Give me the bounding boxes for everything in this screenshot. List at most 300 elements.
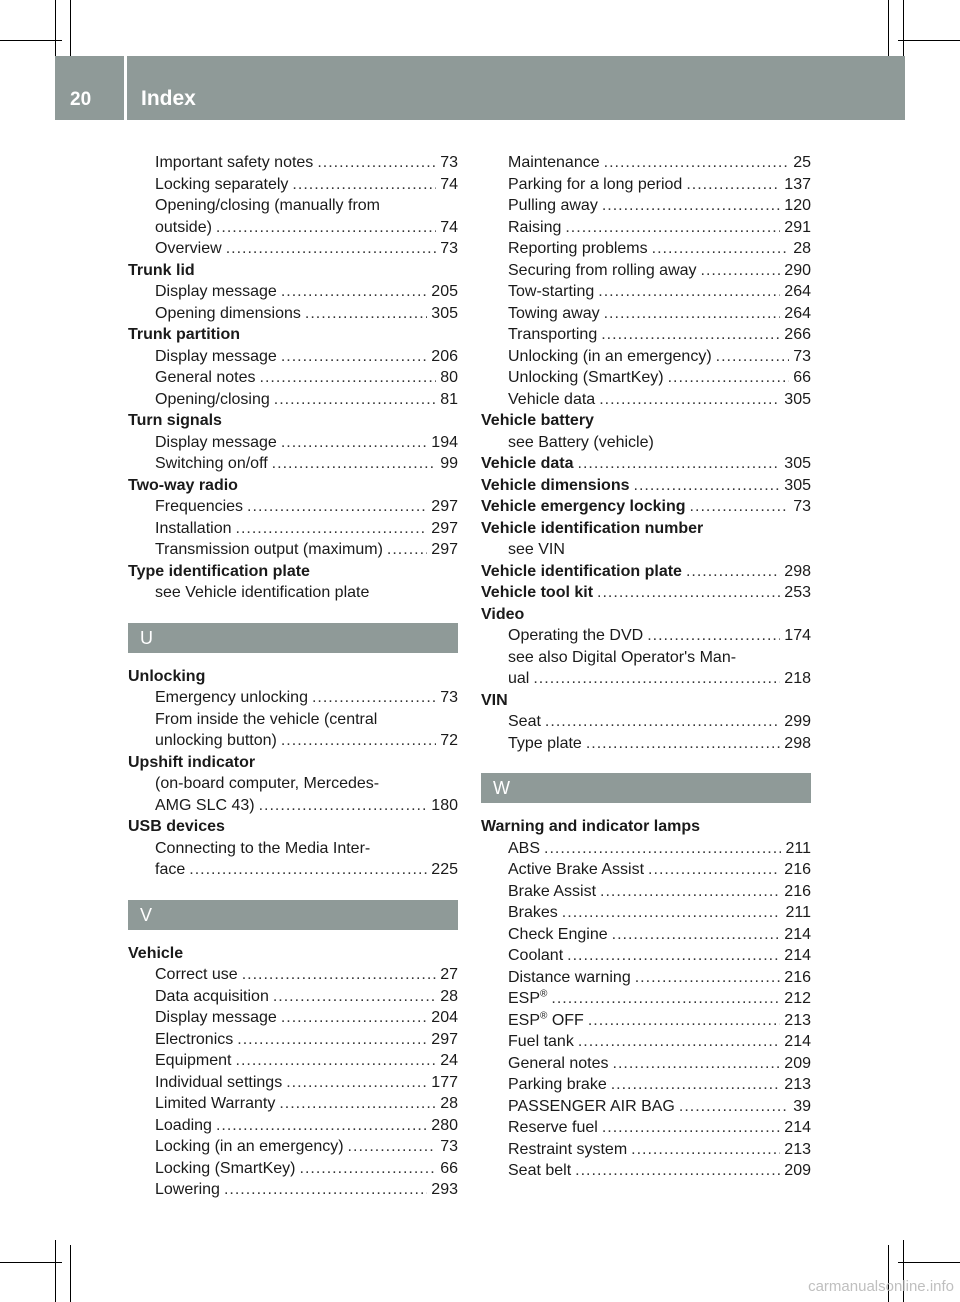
page-reference[interactable]: 66 — [440, 1159, 458, 1177]
index-heading: Video — [481, 605, 525, 623]
entry-label — [508, 260, 697, 282]
entry-label — [155, 174, 288, 196]
page-reference[interactable]: 72 — [440, 732, 458, 749]
page-reference[interactable]: 39 — [793, 1097, 811, 1115]
entry-label — [155, 1158, 296, 1180]
dot-leader — [635, 967, 781, 989]
dot-leader — [634, 475, 781, 497]
entry-label-text: Frequencies — [155, 498, 244, 515]
page-reference[interactable]: 28 — [793, 240, 811, 257]
index-subentry[interactable] — [481, 217, 811, 239]
entry-label-text: Transporting — [508, 326, 598, 343]
page-reference[interactable]: 216 — [784, 861, 811, 878]
index-subentry[interactable] — [481, 303, 811, 325]
dot-leader — [216, 1115, 427, 1137]
index-subentry-text: Opening/closing (manually from — [155, 197, 380, 214]
index-subentry[interactable] — [128, 1093, 458, 1115]
page-reference[interactable]: 74 — [440, 218, 458, 236]
page-reference[interactable]: 214 — [784, 925, 811, 943]
page-reference[interactable]: 73 — [793, 498, 811, 515]
index-subentry[interactable] — [481, 1096, 811, 1118]
index-subentry[interactable] — [128, 432, 458, 454]
page-reference[interactable]: 280 — [431, 1116, 458, 1134]
entry-label-text: Maintenance — [508, 154, 600, 171]
entry-label-text: Tow-starting — [508, 283, 595, 300]
index-entry[interactable] — [481, 582, 811, 604]
entry-label-text: Transmission output (maximum) — [155, 541, 383, 558]
dot-leader — [272, 453, 437, 475]
header-divider — [124, 56, 127, 120]
dot-leader — [236, 518, 428, 540]
index-subentry[interactable] — [481, 1074, 811, 1096]
dot-leader — [612, 924, 781, 946]
dot-leader — [544, 838, 781, 860]
page-reference[interactable]: 177 — [431, 1073, 458, 1091]
crop-mark — [888, 0, 889, 62]
entry-label — [508, 945, 563, 967]
index-subentry[interactable] — [481, 945, 811, 967]
index-subentry[interactable] — [481, 967, 811, 989]
entry-label-text: Parking for a long period — [508, 175, 683, 193]
entry-label-text: Vehicle identification plate — [481, 562, 682, 580]
entry-label-suffix: OFF — [547, 1011, 584, 1029]
entry-label — [481, 475, 630, 497]
index-entry[interactable] — [481, 561, 811, 583]
page-reference[interactable]: 206 — [431, 347, 458, 365]
page-reference[interactable]: 28 — [440, 987, 458, 1005]
section-letter-bar — [128, 900, 458, 930]
dot-leader — [613, 1053, 781, 1075]
crop-mark — [55, 1240, 56, 1302]
dot-leader — [578, 1031, 780, 1053]
entry-label-text: AMG SLC 43) — [155, 796, 255, 814]
index-column-right — [481, 152, 811, 1182]
entry-label — [508, 152, 600, 174]
index-subentry[interactable] — [481, 625, 811, 647]
entry-label-text: unlocking button) — [155, 732, 277, 749]
entry-label-text: Seat — [508, 713, 541, 730]
entry-label — [508, 367, 664, 389]
index-subentry[interactable] — [128, 687, 458, 709]
index-subentry[interactable] — [481, 733, 811, 755]
page-reference[interactable]: 66 — [793, 369, 811, 386]
section-letter: W — [493, 778, 510, 798]
index-subentry[interactable] — [481, 902, 811, 924]
index-subentry[interactable] — [481, 1117, 811, 1139]
entry-label-text: Switching on/off — [155, 455, 268, 472]
index-subentry[interactable] — [481, 711, 811, 733]
entry-label — [155, 152, 313, 174]
entry-label-text: Individual settings — [155, 1073, 283, 1091]
index-subentry[interactable] — [481, 367, 811, 389]
index-entry[interactable] — [481, 475, 811, 497]
page-reference[interactable]: 174 — [784, 627, 811, 644]
dot-leader — [281, 281, 427, 303]
page-reference[interactable]: 298 — [784, 562, 811, 580]
entry-label-text: Vehicle tool kit — [481, 584, 594, 601]
dot-leader — [224, 1179, 427, 1201]
entry-label-text: Correct use — [155, 966, 238, 983]
index-heading: Two-way radio — [128, 476, 238, 494]
page-number: 20 — [70, 89, 92, 110]
dot-leader — [578, 453, 781, 475]
entry-label-text: General notes — [155, 369, 256, 386]
dot-leader — [602, 1117, 780, 1139]
index-subentry[interactable] — [128, 238, 458, 260]
index-subentry[interactable] — [128, 496, 458, 518]
index-subentry[interactable] — [128, 795, 458, 817]
page-reference[interactable]: 99 — [440, 455, 458, 472]
page-reference[interactable]: 305 — [431, 304, 458, 322]
crop-mark — [70, 0, 71, 62]
dot-leader — [602, 195, 780, 217]
entry-label — [481, 582, 593, 604]
page-reference[interactable]: 73 — [440, 154, 458, 171]
entry-label — [155, 346, 277, 368]
crop-mark — [898, 40, 960, 41]
page-reference[interactable]: 120 — [784, 197, 811, 214]
entry-label-text: Brakes — [508, 904, 558, 921]
dot-leader — [597, 582, 780, 604]
page-reference[interactable]: 213 — [784, 1140, 811, 1158]
index-subentry[interactable] — [481, 152, 811, 174]
index-entry[interactable] — [481, 453, 811, 475]
index-subentry[interactable] — [481, 195, 811, 217]
page-reference[interactable]: 204 — [431, 1009, 458, 1026]
dot-leader — [601, 324, 780, 346]
entry-label-text: Display message — [155, 283, 277, 300]
entry-label — [508, 1096, 675, 1118]
page-reference[interactable]: 293 — [431, 1181, 458, 1198]
dot-leader — [317, 152, 436, 174]
page-reference[interactable]: 213 — [784, 1076, 811, 1093]
entry-label — [155, 687, 308, 709]
dot-leader — [281, 432, 427, 454]
index-subentry[interactable] — [128, 539, 458, 561]
entry-label — [508, 238, 648, 260]
page-reference[interactable]: 297 — [431, 1030, 458, 1048]
index-subentry[interactable] — [481, 324, 811, 346]
entry-label — [155, 1179, 220, 1201]
dot-leader — [588, 1010, 780, 1032]
dot-leader — [551, 988, 780, 1010]
page-reference[interactable]: 211 — [785, 839, 811, 857]
dot-leader — [567, 945, 780, 967]
index-subentry[interactable] — [481, 924, 811, 946]
entry-label — [155, 281, 277, 303]
entry-label-text: Important safety notes — [155, 154, 314, 171]
index-subentry[interactable] — [481, 174, 811, 196]
dot-leader — [599, 389, 780, 411]
dot-leader — [260, 367, 437, 389]
dot-leader — [701, 260, 781, 282]
entry-label — [155, 1050, 232, 1072]
index-subentry[interactable] — [128, 281, 458, 303]
entry-label — [508, 174, 682, 196]
entry-label-text: Pulling away — [508, 197, 598, 214]
index-subentry-text: Connecting to the Media Inter- — [155, 839, 371, 857]
page-reference[interactable]: 216 — [784, 968, 811, 986]
dot-leader — [679, 1096, 789, 1118]
section-letter: V — [140, 904, 153, 925]
entry-label — [508, 1160, 571, 1182]
page-reference[interactable]: 297 — [431, 519, 458, 537]
page-reference[interactable]: 266 — [784, 326, 811, 343]
index-subentry[interactable] — [481, 838, 811, 860]
page-reference[interactable]: 290 — [784, 261, 811, 279]
entry-label-text: face — [155, 861, 186, 878]
index-heading: Trunk lid — [128, 261, 195, 279]
index-subentry-text: see Battery (vehicle) — [508, 433, 654, 451]
entry-label-text: Distance warning — [508, 968, 631, 986]
entry-label-text: Unlocking (SmartKey) — [508, 369, 664, 386]
page-reference[interactable]: 209 — [784, 1054, 811, 1072]
entry-label — [508, 346, 712, 368]
entry-label — [508, 1117, 598, 1139]
index-subentry[interactable] — [481, 346, 811, 368]
index-subentry[interactable] — [128, 1072, 458, 1094]
index-subentry[interactable] — [481, 1053, 811, 1075]
index-subentry[interactable] — [481, 859, 811, 881]
index-subentry[interactable] — [481, 1010, 811, 1032]
dot-leader — [226, 238, 437, 260]
entry-label-text: ESP — [508, 990, 541, 1007]
entry-label-text: Equipment — [155, 1052, 232, 1069]
entry-label-text: Overview — [155, 240, 222, 257]
entry-label-text: Towing away — [508, 304, 600, 322]
page-reference[interactable]: 225 — [431, 861, 458, 878]
dot-leader — [281, 346, 427, 368]
entry-label — [508, 1010, 584, 1032]
page-reference[interactable]: 73 — [440, 240, 458, 257]
entry-label-text: Lowering — [155, 1181, 220, 1198]
index-heading: Turn signals — [128, 412, 222, 429]
entry-label-text: ESP — [508, 1011, 541, 1029]
index-heading: Vehicle identification number — [481, 519, 704, 537]
dot-leader — [189, 859, 427, 881]
entry-label — [481, 496, 686, 518]
entry-label — [508, 924, 608, 946]
dot-leader — [300, 1158, 437, 1180]
entry-label — [155, 1007, 277, 1029]
index-subentry[interactable] — [128, 859, 458, 881]
dot-leader — [236, 1050, 437, 1072]
index-subentry[interactable] — [128, 518, 458, 540]
dot-leader — [242, 964, 437, 986]
index-heading: Vehicle — [128, 944, 184, 962]
page-reference[interactable]: 213 — [784, 1011, 811, 1029]
entry-label — [508, 1031, 574, 1053]
index-subentry[interactable] — [481, 1160, 811, 1182]
index-subentry[interactable] — [128, 152, 458, 174]
page-reference[interactable]: 218 — [784, 670, 811, 687]
entry-label-text: Vehicle dimensions — [481, 476, 630, 494]
dot-leader — [668, 367, 790, 389]
page-reference[interactable]: 194 — [431, 433, 458, 451]
entry-label-text: Installation — [155, 519, 232, 537]
entry-label — [508, 1053, 609, 1075]
entry-label-text: Type plate — [508, 734, 582, 752]
page-reference[interactable]: 214 — [784, 1119, 811, 1136]
page-reference[interactable]: 73 — [440, 689, 458, 706]
index-subentry-text: see VIN — [508, 541, 565, 558]
page-reference[interactable]: 297 — [431, 541, 458, 558]
entry-label — [508, 281, 594, 303]
entry-label — [155, 1072, 282, 1094]
index-subentry[interactable] — [128, 174, 458, 196]
page-reference[interactable]: 180 — [431, 796, 458, 814]
index-subentry[interactable] — [481, 260, 811, 282]
entry-label-text: General notes — [508, 1054, 609, 1072]
dot-leader — [292, 174, 436, 196]
crop-mark — [0, 1262, 62, 1263]
entry-label — [155, 1029, 233, 1051]
entry-label — [155, 730, 277, 752]
page-reference[interactable]: 137 — [784, 175, 811, 193]
entry-label — [155, 795, 255, 817]
crop-mark — [903, 0, 904, 62]
page-reference[interactable]: 205 — [431, 283, 458, 300]
page-reference[interactable]: 305 — [784, 476, 811, 494]
index-subentry[interactable] — [128, 986, 458, 1008]
page-reference[interactable]: 28 — [440, 1095, 458, 1112]
page-reference[interactable]: 80 — [440, 369, 458, 386]
index-subentry[interactable] — [128, 367, 458, 389]
index-subentry[interactable] — [128, 1115, 458, 1137]
entry-label — [155, 453, 268, 475]
index-entry[interactable] — [481, 496, 811, 518]
registered-mark: ® — [540, 988, 548, 1000]
entry-label — [155, 432, 277, 454]
page-reference[interactable]: 264 — [784, 304, 811, 322]
page-reference[interactable]: 73 — [793, 347, 811, 365]
entry-label-text: Reserve fuel — [508, 1119, 598, 1136]
entry-label-text: ual — [508, 670, 530, 687]
page-reference[interactable]: 25 — [793, 154, 811, 171]
page-reference[interactable]: 74 — [440, 175, 458, 193]
page-reference[interactable]: 214 — [784, 1033, 811, 1050]
page-reference[interactable]: 264 — [784, 283, 811, 300]
index-heading: USB devices — [128, 818, 225, 835]
dot-leader — [305, 303, 427, 325]
section-letter: U — [140, 627, 153, 648]
index-subentry[interactable] — [128, 453, 458, 475]
page-reference[interactable]: 299 — [784, 713, 811, 730]
entry-label-text: Limited Warranty — [155, 1095, 276, 1112]
index-subentry[interactable] — [128, 389, 458, 411]
entry-label — [155, 1136, 344, 1158]
entry-label — [155, 389, 270, 411]
page-reference[interactable]: 27 — [440, 966, 458, 983]
entry-label — [508, 389, 595, 411]
registered-mark: ® — [540, 1010, 548, 1022]
index-subentry[interactable] — [481, 668, 811, 690]
index-subentry[interactable] — [128, 346, 458, 368]
page-reference[interactable]: 291 — [784, 218, 811, 236]
dot-leader — [686, 561, 780, 583]
page-reference[interactable]: 81 — [440, 390, 458, 408]
entry-label-text: Emergency unlocking — [155, 689, 308, 706]
dot-leader — [286, 1072, 427, 1094]
page-reference[interactable]: 216 — [784, 882, 811, 900]
entry-label — [508, 625, 643, 647]
entry-label — [508, 668, 529, 690]
index-subentry[interactable] — [128, 217, 458, 239]
dot-leader — [600, 881, 780, 903]
page-reference[interactable]: 209 — [784, 1162, 811, 1179]
index-subentry[interactable] — [128, 1050, 458, 1072]
dot-leader — [690, 496, 790, 518]
dot-leader — [312, 687, 436, 709]
dot-leader — [281, 730, 436, 752]
entry-label-text: Loading — [155, 1116, 212, 1134]
entry-label-text: outside) — [155, 218, 212, 236]
crop-mark — [70, 1245, 71, 1302]
page-reference[interactable]: 305 — [784, 390, 811, 408]
index-subentry[interactable] — [128, 1029, 458, 1051]
page-reference[interactable]: 211 — [785, 904, 811, 921]
index-subentry[interactable] — [128, 730, 458, 752]
index-subentry-text: (on-board computer, Mercedes- — [155, 775, 380, 792]
entry-label-text: Unlocking (in an emergency) — [508, 347, 712, 365]
entry-label-text: Active Brake Assist — [508, 861, 645, 878]
dot-leader — [604, 152, 790, 174]
index-subentry[interactable] — [481, 1031, 811, 1053]
index-subentry-text: see Vehicle identification plate — [155, 584, 370, 601]
dot-leader — [686, 174, 780, 196]
entry-label-text: Brake Assist — [508, 882, 597, 900]
entry-label — [508, 988, 547, 1010]
entry-label-text: Securing from rolling away — [508, 261, 697, 279]
index-heading: Trunk partition — [128, 326, 240, 343]
page-reference[interactable]: 214 — [784, 947, 811, 964]
index-subentry[interactable] — [128, 1158, 458, 1180]
entry-label-text: Locking (in an emergency) — [155, 1138, 344, 1155]
dot-leader — [562, 902, 782, 924]
page-reference[interactable]: 253 — [784, 584, 811, 601]
entry-label-text: Vehicle data — [481, 455, 574, 472]
entry-label — [508, 1074, 607, 1096]
index-subentry[interactable] — [481, 881, 811, 903]
index-subentry[interactable] — [128, 964, 458, 986]
entry-label — [155, 496, 243, 518]
page-title: Index — [141, 87, 196, 110]
index-subentry[interactable] — [481, 1139, 811, 1161]
index-subentry[interactable] — [481, 988, 811, 1010]
page-reference[interactable]: 24 — [440, 1052, 458, 1069]
entry-label — [155, 986, 269, 1008]
dot-leader — [216, 217, 436, 239]
index-heading: Unlocking — [128, 667, 206, 685]
entry-label — [508, 711, 541, 733]
index-subentry[interactable] — [128, 1136, 458, 1158]
index-subentry[interactable] — [128, 1179, 458, 1201]
page-reference[interactable]: 298 — [784, 734, 811, 752]
index-subentry[interactable] — [481, 238, 811, 260]
index-subentry[interactable] — [481, 389, 811, 411]
dot-leader — [237, 1029, 427, 1051]
page-reference[interactable]: 305 — [784, 455, 811, 472]
page-reference[interactable]: 73 — [440, 1138, 458, 1155]
index-subentry[interactable] — [128, 1007, 458, 1029]
dot-leader — [565, 217, 780, 239]
page-reference[interactable]: 212 — [784, 990, 811, 1007]
index-subentry-text: From inside the vehicle (central — [155, 710, 378, 728]
index-subentry[interactable] — [128, 303, 458, 325]
index-column-left — [128, 152, 458, 1201]
index-subentry[interactable] — [481, 281, 811, 303]
page-reference[interactable]: 297 — [431, 498, 458, 515]
